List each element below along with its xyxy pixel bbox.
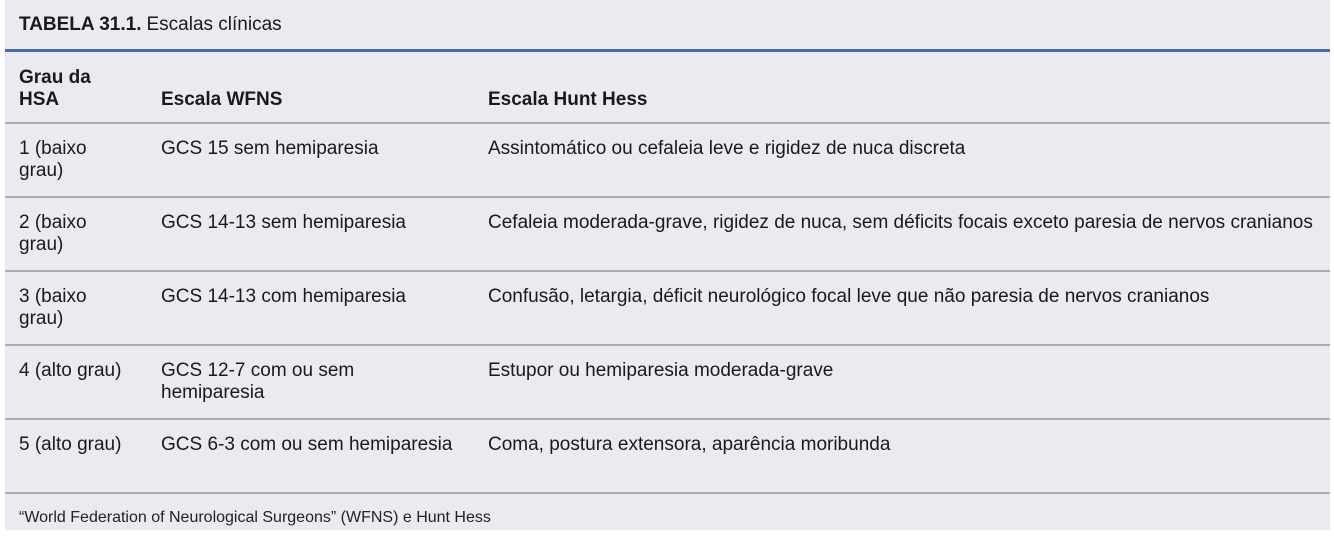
- row-divider: [5, 492, 1330, 494]
- cell-grade: 2 (baixo grau): [19, 212, 87, 255]
- cell-wfns: GCS 15 sem hemiparesia: [161, 138, 379, 159]
- header-wfns: Escala WFNS: [161, 89, 283, 110]
- cell-hunt-hess: Coma, postura extensora, aparência moribunda: [488, 434, 891, 455]
- cell-hunt-hess: Assintomático ou cefaleia leve e rigidez de nuca discreta: [488, 138, 966, 159]
- cell-wfns: GCS 14-13 com hemiparesia: [161, 286, 406, 307]
- cell-hunt-hess: Cefaleia moderada-grave, rigidez de nuca, sem déficits focais exceto paresia de nervos cranianos: [488, 212, 1313, 233]
- table-title: [5, 0, 1330, 49]
- cell-hunt-hess: Estupor ou hemiparesia moderada-grave: [488, 360, 834, 381]
- cell-grade: 3 (baixo grau): [19, 286, 87, 329]
- clinical-scales-table: [5, 0, 1330, 530]
- table-title-number: TABELA 31.1.: [19, 13, 142, 35]
- header-grade: Grau da HSA: [19, 67, 91, 110]
- cell-grade: 4 (alto grau): [19, 360, 122, 381]
- table-footnote: “World Federation of Neurological Surgeons” (WFNS) e Hunt Hess: [19, 508, 491, 526]
- cell-wfns: GCS 6-3 com ou sem hemiparesia: [161, 434, 453, 455]
- header-hunt-hess: Escala Hunt Hess: [488, 89, 648, 110]
- cell-hunt-hess: Confusão, letargia, déficit neurológico focal leve que não paresia de nervos cranianos: [488, 286, 1210, 307]
- table-title-text: Escalas clínicas: [146, 13, 282, 35]
- table-grid: [5, 52, 1330, 494]
- cell-grade: 5 (alto grau): [19, 434, 122, 455]
- cell-grade: 1 (baixo grau): [19, 138, 87, 181]
- cell-wfns: GCS 12-7 com ou sem hemiparesia: [161, 360, 355, 403]
- cell-wfns: GCS 14-13 sem hemiparesia: [161, 212, 406, 233]
